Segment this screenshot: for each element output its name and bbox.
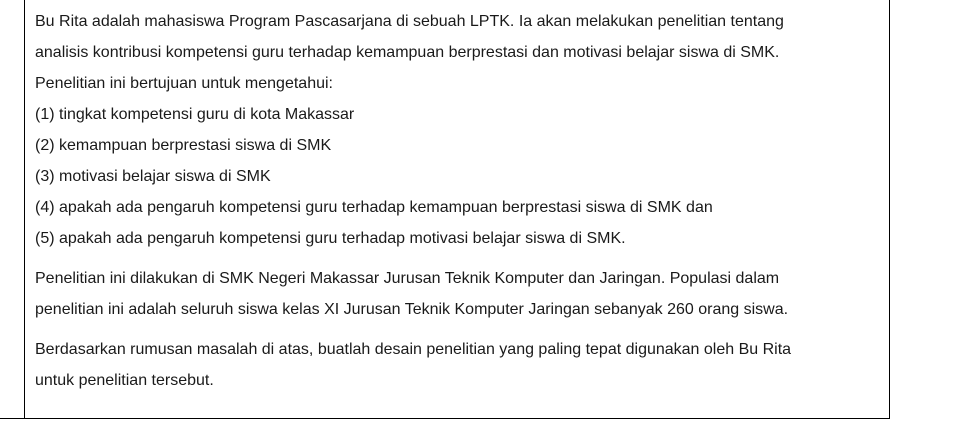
- intro-line: Penelitian ini bertujuan untuk mengetahui:: [35, 75, 333, 92]
- objective-item: (5) apakah ada pengaruh kompetensi guru terhadap motivasi belajar siswa di SMK.: [35, 230, 626, 247]
- objective-item: (2) kemampuan berprestasi siswa di SMK: [35, 137, 332, 154]
- objective-item: (4) apakah ada pengaruh kompetensi guru terhadap kemampuan berprestasi siswa di SMK dan: [35, 199, 713, 216]
- objective-item: (3) motivasi belajar siswa di SMK: [35, 168, 271, 185]
- question-cell: [35, 6, 885, 396]
- paragraph-spacer: [35, 254, 885, 263]
- intro-line: Bu Rita adalah mahasiswa Program Pascasarjana di sebuah LPTK. Ia akan melakukan penelitian tentang: [35, 13, 784, 30]
- objective-item: (1) tingkat kompetensi guru di kota Makassar: [35, 106, 355, 123]
- task-line: Berdasarkan rumusan masalah di atas, buatlah desain penelitian yang paling tepat digunakan oleh Bu Rita: [35, 341, 792, 358]
- context-line: Penelitian ini dilakukan di SMK Negeri Makassar Jurusan Teknik Komputer dan Jaringan. Populasi dalam: [35, 270, 780, 287]
- paragraph-spacer: [35, 325, 885, 334]
- objectives-list: [35, 99, 885, 254]
- table-column-divider: [24, 0, 25, 419]
- context-line: penelitian ini adalah seluruh siswa kelas XI Jurusan Teknik Komputer Jaringan sebanyak 260 orang siswa.: [35, 301, 789, 318]
- task-line: untuk penelitian tersebut.: [35, 372, 214, 389]
- intro-line: analisis kontribusi kompetensi guru terhadap kemampuan berprestasi dan motivasi belajar siswa di SMK.: [35, 44, 780, 61]
